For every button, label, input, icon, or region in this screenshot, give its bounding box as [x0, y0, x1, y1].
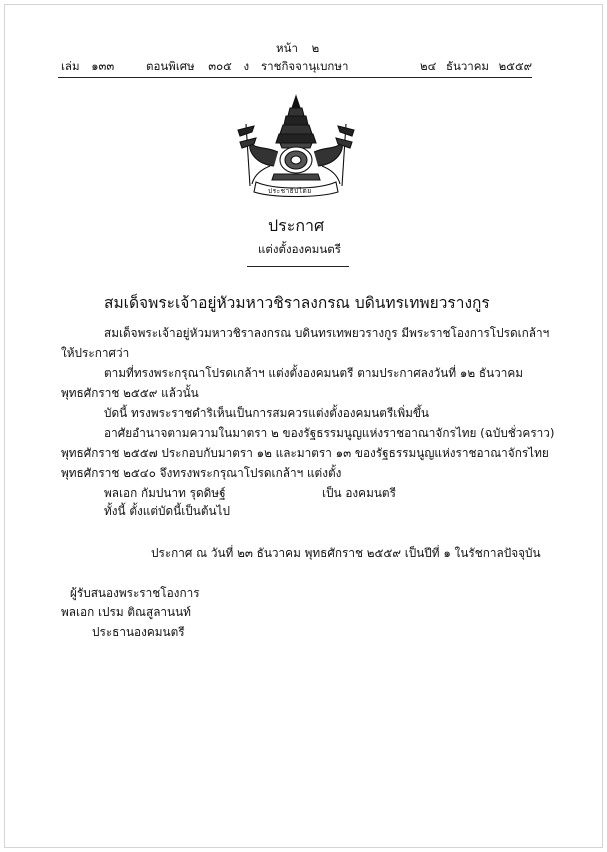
- page-label: หน้า: [276, 41, 298, 55]
- effective-date-line: ทั้งนี้ ตั้งแต่บัดนี้เป็นต้นไป: [104, 504, 230, 518]
- emblem-ribbon-text: ประชาธิปไตย: [268, 187, 312, 195]
- issue-date: ๒๔ ธันวาคม ๒๕๕๙: [420, 59, 533, 73]
- title-underline: [247, 266, 349, 267]
- paragraph-4-line-2: พุทธศักราช ๒๕๕๗ ประกอบกับมาตรา ๑๒ และมาตรา ๑๓ ของรัฐธรรมนูญแห่งราชอาณาจักรไทย: [61, 446, 549, 460]
- appointee-position: เป็น องคมนตรี: [322, 486, 396, 500]
- page-number: ๒: [311, 41, 320, 55]
- appointee-name: พลเอก กัมปนาท รุดดิษฐ์: [104, 486, 226, 500]
- paragraph-2-line-2: พุทธศักราช ๒๕๕๙ แล้วนั้น: [61, 386, 199, 400]
- countersign-name: พลเอก เปรม ติณสูลานนท์: [61, 605, 191, 619]
- announcement-date-line: ประกาศ ณ วันที่ ๒๓ ธันวาคม พุทธศักราช ๒๕๕๙ เป็นปีที่ ๑ ในรัชกาลปัจจุบัน: [151, 546, 541, 560]
- section-label: ตอนพิเศษ: [146, 59, 195, 73]
- paragraph-4-line-1: อาศัยอำนาจตามความในมาตรา ๒ ของรัฐธรรมนูญแห่งราชอาณาจักรไทย (ฉบับชั่วคราว): [104, 426, 555, 440]
- paragraph-3: บัดนี้ ทรงพระราชดำริเห็นเป็นการสมควรแต่งตั้งองคมนตรีเพิ่มขึ้น: [104, 406, 429, 420]
- volume: [61, 58, 114, 76]
- section-letter: ง: [243, 59, 250, 73]
- paragraph-2-line-1: ตามที่ทรงพระกรุณาโปรดเกล้าฯ แต่งตั้งองคมนตรี ตามประกาศลงวันที่ ๑๒ ธันวาคม: [104, 366, 524, 380]
- page-number-line: [276, 40, 319, 58]
- paragraph-4-line-3: พุทธศักราช ๒๕๔๐ จึงทรงพระกรุณาโปรดเกล้าฯ แต่งตั้ง: [61, 466, 342, 480]
- announcement-title: ประกาศ: [268, 216, 325, 235]
- gazette-name: ราชกิจจานุเบกษา: [261, 59, 349, 73]
- paragraph-1-line-1: สมเด็จพระเจ้าอยู่หัวมหาวชิราลงกรณ บดินทรเทพยวรางกูร มีพระราชโองการโปรดเกล้าฯ: [104, 326, 550, 340]
- countersign-title: ประธานองคมนตรี: [92, 625, 185, 639]
- countersign-label: ผู้รับสนองพระราชโองการ: [70, 586, 200, 600]
- volume-number: ๑๓๓: [91, 59, 115, 73]
- paragraph-1-line-2: ให้ประกาศว่า: [61, 346, 130, 360]
- announcement-subtitle: แต่งตั้งองคมนตรี: [258, 242, 341, 256]
- section: [146, 58, 249, 76]
- header-rule: [58, 77, 532, 78]
- volume-label: เล่ม: [61, 59, 80, 73]
- royal-name-heading: สมเด็จพระเจ้าอยู่หัวมหาวชิราลงกรณ บดินทรเทพยวรางกูร: [104, 294, 490, 312]
- section-number: ๓๐๕: [208, 59, 232, 73]
- royal-garuda-emblem-icon: [234, 94, 358, 198]
